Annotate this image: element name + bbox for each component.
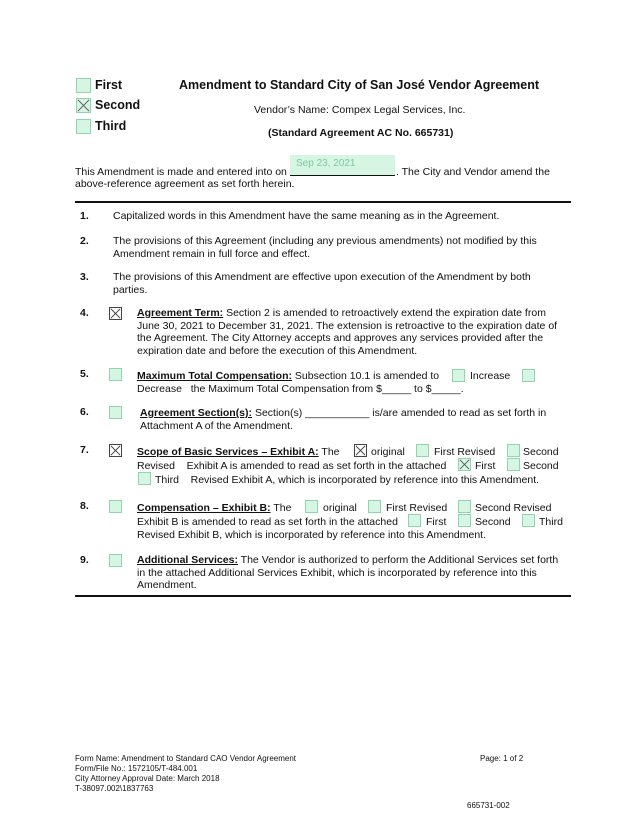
agreement-sections-heading: Agreement Section(s): [140, 407, 253, 419]
item-7-line-2: Revised Exhibit A is amended to read as set forth in the attached [137, 460, 447, 472]
item-6-text: Agreement Section(s): Section(s) ___________ is/are amended to read as set forth in Attachment A of the Amendment. [140, 407, 547, 432]
exhibit-b-first-revised-label: First Revised [386, 502, 448, 514]
exhibit-b-second-revised-label: Second Revised [475, 502, 552, 514]
first-label: First [95, 78, 123, 92]
exhibit-b-attached-second-label: Second [475, 516, 511, 528]
item-4-number: 4. [80, 307, 89, 319]
item-7-line-3: Third Revised Exhibit A, which is incorporated by reference into this Amendment. [155, 474, 540, 486]
exhibit-a-attached-first-checkbox[interactable] [458, 458, 471, 471]
exhibit-a-attached-third-checkbox[interactable] [138, 472, 151, 485]
item-8-line-1a: Compensation – Exhibit B: The [137, 502, 292, 514]
item-8-line-3: Revised Exhibit B, which is incorporated by reference into this Amendment. [137, 529, 487, 541]
item-9-number: 9. [80, 554, 89, 566]
exhibit-a-original-label: original [371, 446, 405, 458]
third-checkbox[interactable] [76, 119, 91, 134]
scope-services-heading: Scope of Basic Services – Exhibit A: [137, 446, 319, 458]
bottom-divider [75, 595, 571, 597]
increase-label: Increase [470, 370, 511, 382]
exhibit-a-second-label: Second [523, 446, 559, 458]
item-2-text: The provisions of this Agreement (including any previous amendments) not modified by this Amendment remain in full force and effect. [113, 235, 537, 260]
item-1-number: 1. [80, 210, 89, 222]
item-7-number: 7. [80, 444, 89, 456]
checked-x-icon [110, 445, 121, 456]
exhibit-a-original-checkbox[interactable] [354, 444, 367, 457]
exhibit-b-attached-second-checkbox[interactable] [458, 514, 471, 527]
exhibit-a-first-revised-checkbox[interactable] [416, 444, 429, 457]
item-9-text: Additional Services: The Vendor is authorized to perform the Additional Services set forth in the attached Additional Services Exhibit, which is incorporated by reference into this Amendment. [137, 554, 559, 591]
exhibit-b-original-label: original [323, 502, 357, 514]
exhibit-b-attached-first-checkbox[interactable] [408, 514, 421, 527]
second-checkbox[interactable] [76, 98, 91, 113]
checked-x-icon [110, 308, 121, 319]
item-8-checkbox[interactable] [109, 500, 122, 513]
page-number: Page: 1 of 2 [480, 754, 524, 763]
exhibit-a-first-revised-label: First Revised [434, 446, 496, 458]
item-6-checkbox[interactable] [109, 406, 122, 419]
exhibit-a-second-checkbox[interactable] [507, 444, 520, 457]
decrease-checkbox[interactable] [522, 369, 535, 382]
item-5-number: 5. [80, 368, 89, 380]
additional-services-heading: Additional Services: [137, 554, 238, 566]
exhibit-b-attached-third-label: Third [539, 516, 563, 528]
exhibit-b-attached-third-checkbox[interactable] [522, 514, 535, 527]
item-4-text: Agreement Term: Section 2 is amended to retroactively extend the expiration date from June 30, 2021 to December 31, 2021. The extension is retroactive to the expiration date of the Agreement. The City Attorney accepts and approves any services provided after the expiration date and before the execution of this Amendment. [137, 307, 558, 357]
exhibit-b-first-revised-checkbox[interactable] [368, 500, 381, 513]
item-4-checkbox[interactable] [109, 307, 122, 320]
item-5-line-2: Decrease the Maximum Total Compensation from $_____ to $_____. [137, 383, 464, 395]
item-3-number: 3. [80, 271, 89, 283]
date-field[interactable]: Sep 23, 2021 [290, 155, 395, 175]
date-underline [290, 175, 395, 176]
compensation-heading: Compensation – Exhibit B: [137, 502, 271, 514]
checked-x-icon [355, 445, 366, 456]
item-8-line-2: Exhibit B is amended to read as set forth in the attached [137, 516, 398, 528]
item-5-line-1: Maximum Total Compensation: Subsection 10.1 is amended to [137, 370, 440, 382]
item-9-checkbox[interactable] [109, 554, 122, 567]
checked-x-icon [459, 459, 470, 470]
intro-text-b: . The City and Vendor amend the [396, 166, 550, 178]
intro-text-c: above-reference agreement as set forth herein. [75, 178, 295, 190]
exhibit-b-attached-first-label: First [426, 516, 447, 528]
exhibit-b-second-revised-checkbox[interactable] [458, 500, 471, 513]
item-5-checkbox[interactable] [109, 368, 122, 381]
item-7-checkbox[interactable] [109, 444, 122, 457]
third-label: Third [95, 119, 127, 133]
vendor-name: Vendor’s Name: Compex Legal Services, Inc. [254, 104, 466, 116]
item-6-number: 6. [80, 406, 89, 418]
item-1-text: Capitalized words in this Amendment have the same meaning as in the Agreement. [113, 210, 500, 222]
exhibit-a-attached-second-checkbox[interactable] [507, 458, 520, 471]
footer-form-info: Form Name: Amendment to Standard CAO Vendor Agreement Form/File No.: 1572105/T-484.001 City Attorney Approval Date: March 2018 T-38097.002\1837763 [75, 754, 296, 793]
increase-checkbox[interactable] [452, 369, 465, 382]
first-checkbox[interactable] [76, 78, 91, 93]
exhibit-a-attached-first-label: First [475, 460, 496, 472]
top-divider [75, 201, 571, 203]
item-3-text: The provisions of this Amendment are effective upon execution of the Amendment by both parties. [113, 271, 531, 296]
item-2-number: 2. [80, 235, 89, 247]
exhibit-a-attached-second-label: Second [523, 460, 559, 472]
exhibit-b-original-checkbox[interactable] [305, 500, 318, 513]
max-comp-heading: Maximum Total Compensation: [137, 370, 292, 382]
checked-x-icon [77, 99, 90, 112]
page-title: Amendment to Standard City of San José Vendor Agreement [179, 78, 540, 92]
document-code: 665731-002 [467, 801, 510, 810]
agreement-term-heading: Agreement Term: [137, 307, 224, 319]
intro-text-a: This Amendment is made and entered into on [75, 166, 287, 178]
item-7-line-1a: Scope of Basic Services – Exhibit A: The [137, 446, 340, 458]
second-label: Second [95, 98, 141, 112]
agreement-number: (Standard Agreement AC No. 665731) [268, 127, 454, 139]
item-8-number: 8. [80, 500, 89, 512]
